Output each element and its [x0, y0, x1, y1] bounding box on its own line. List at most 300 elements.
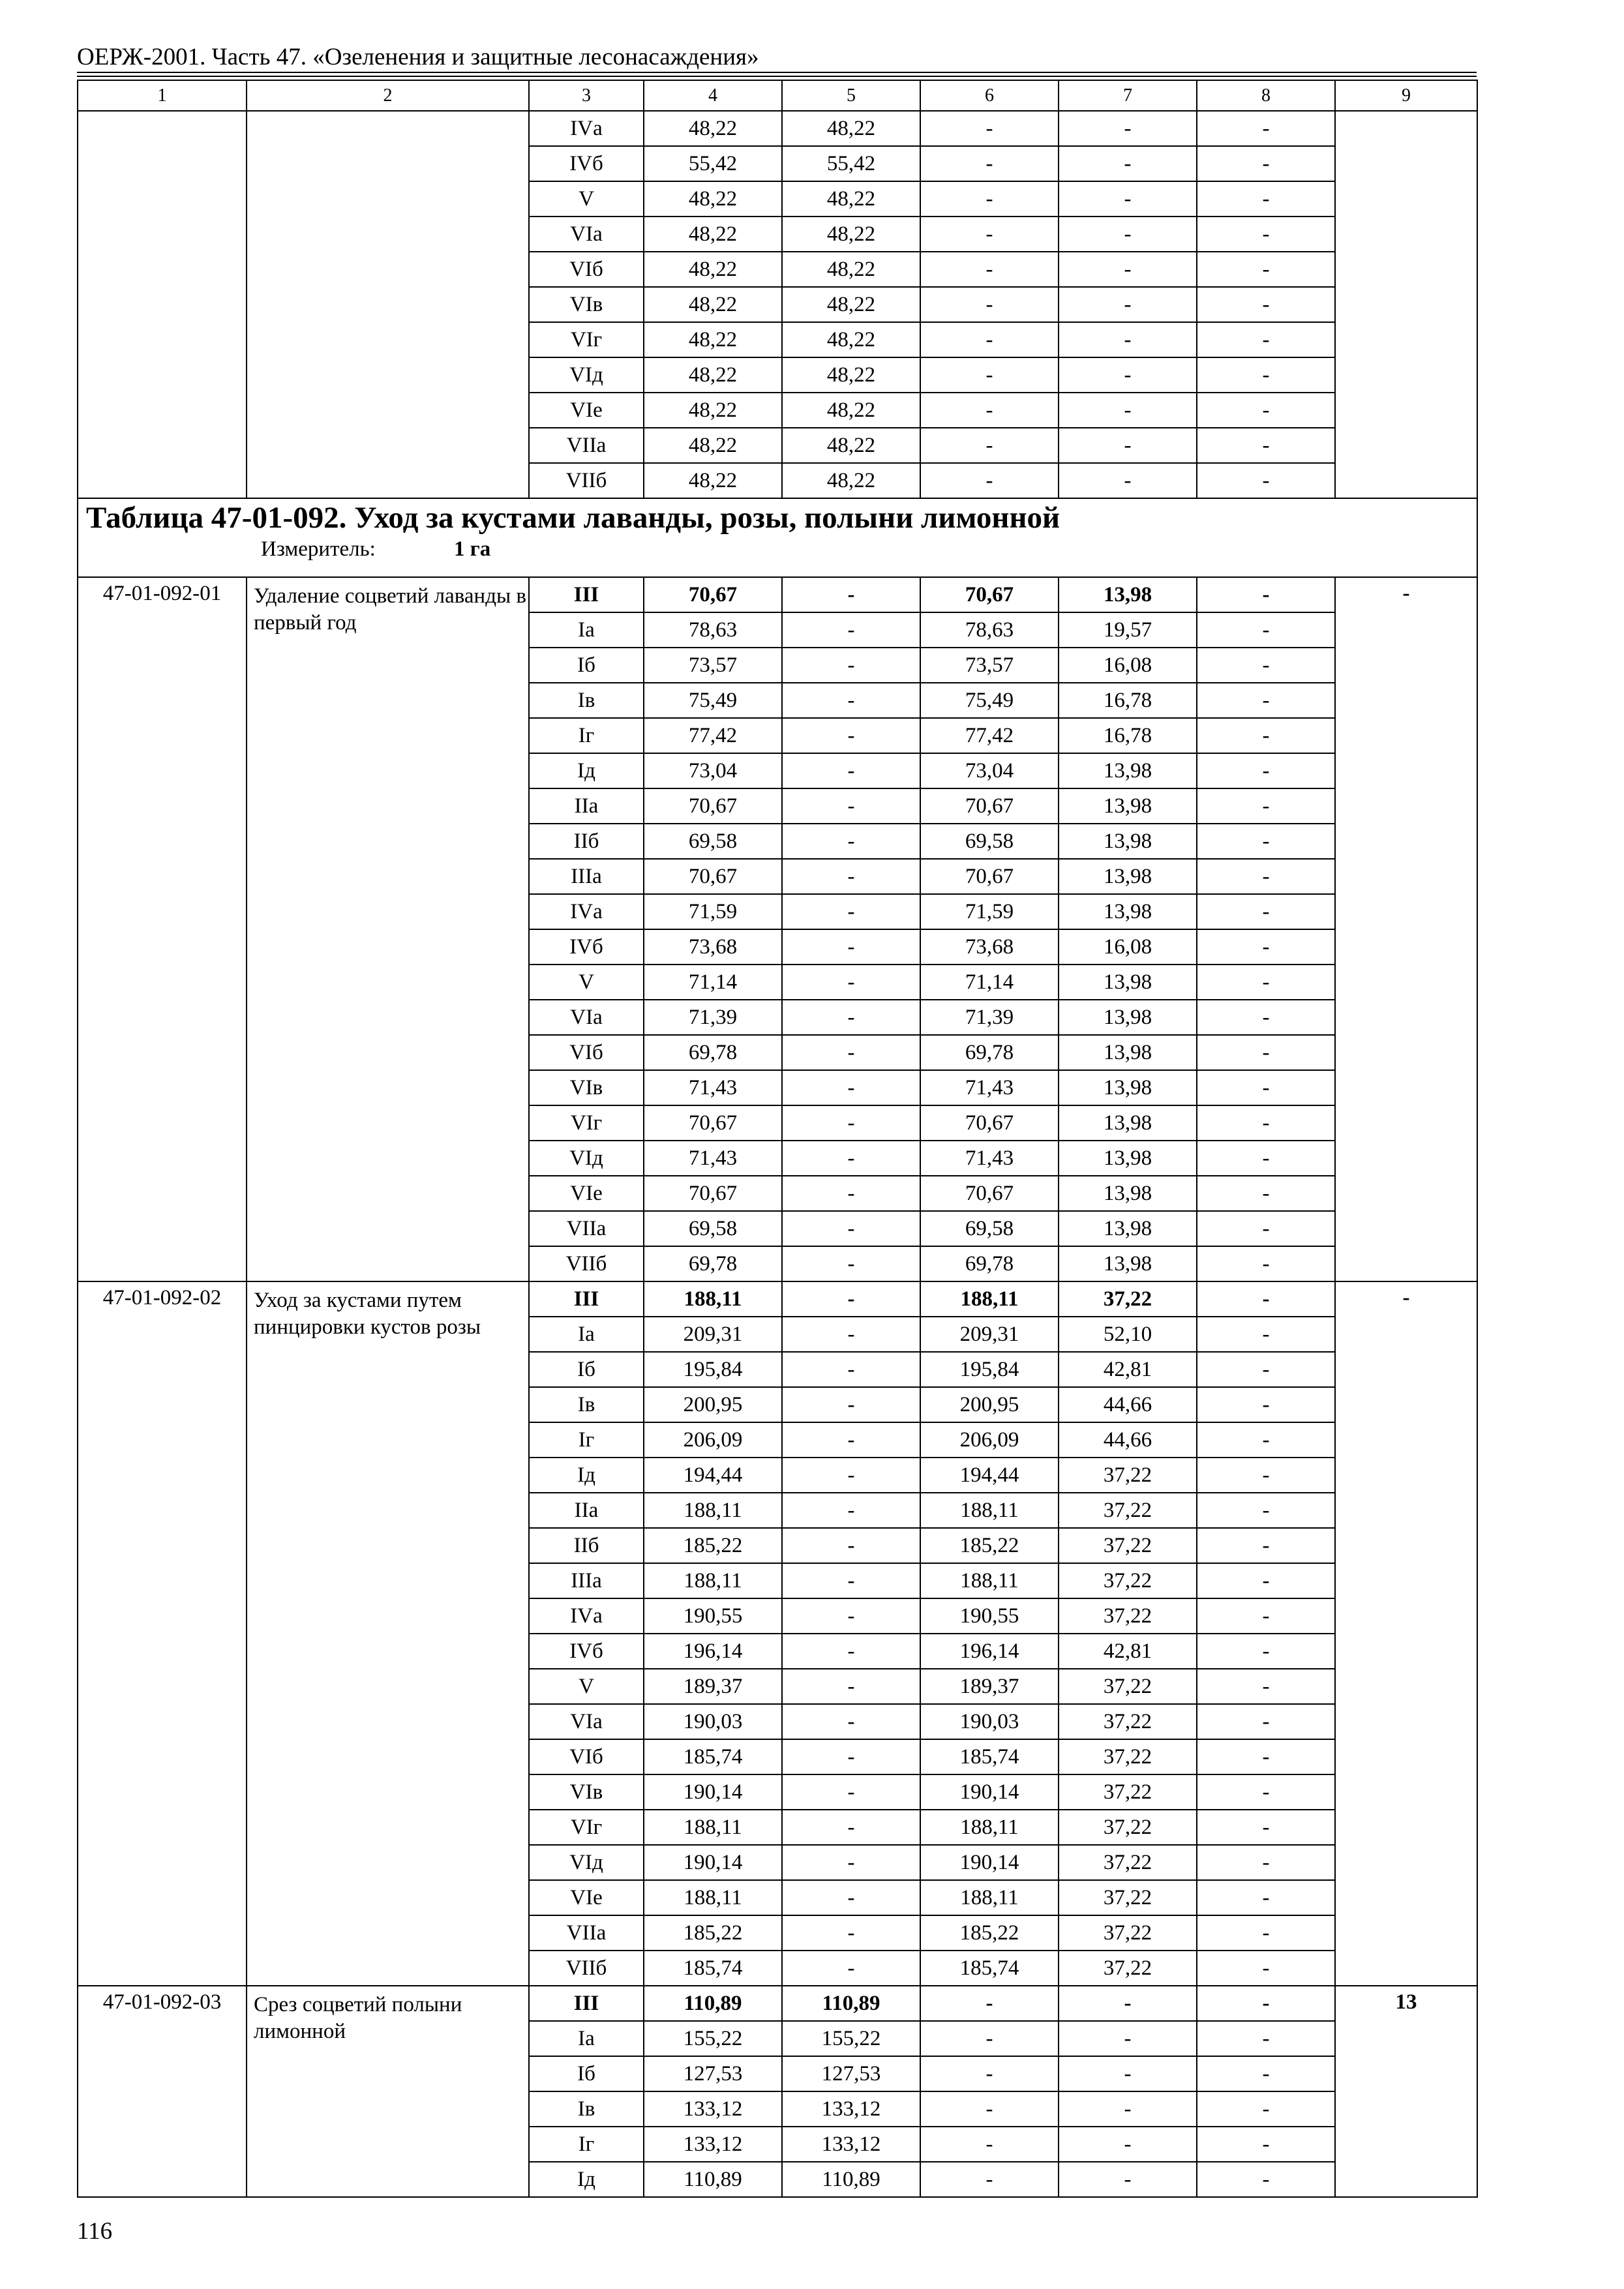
value-cell-col7: 37,22	[1059, 1528, 1197, 1563]
value-cell-col8: -	[1197, 393, 1335, 428]
table-title-cell	[78, 498, 1477, 577]
value-cell-col8: -	[1197, 287, 1335, 322]
unit-value: 1 га	[454, 537, 491, 561]
value-cell-col6: -	[920, 393, 1059, 428]
value-cell-col6: 185,22	[920, 1915, 1059, 1951]
column-number: 3	[529, 80, 644, 111]
value-cell-col6: 70,67	[920, 1105, 1059, 1141]
value-cell-col5: -	[782, 1739, 920, 1774]
value-cell-col5: -	[782, 1105, 920, 1141]
value-cell-col8: -	[1197, 1915, 1335, 1951]
value-cell-col4: 185,22	[644, 1915, 782, 1951]
value-cell-col7: -	[1059, 111, 1197, 146]
value-cell-col4: 189,37	[644, 1669, 782, 1704]
value-cell-col6: 188,11	[920, 1281, 1059, 1317]
value-cell-col6: 69,78	[920, 1246, 1059, 1281]
value-cell-col7: 13,98	[1059, 894, 1197, 929]
value-cell-col4: 73,68	[644, 929, 782, 965]
item-name: Удаление соцветий лаванды в первый год	[247, 577, 529, 1281]
zone-cell: VIIа	[529, 428, 644, 463]
value-cell-col7: 13,98	[1059, 1000, 1197, 1035]
zone-cell: VIб	[529, 252, 644, 287]
value-cell-col5: -	[782, 1634, 920, 1669]
item-code: 47-01-092-01	[78, 577, 247, 1281]
value-cell-col5: -	[782, 1246, 920, 1281]
value-cell-col8: -	[1197, 965, 1335, 1000]
value-cell-col4: 190,03	[644, 1704, 782, 1739]
value-cell-col8: -	[1197, 1880, 1335, 1915]
value-cell-col4: 185,74	[644, 1951, 782, 1986]
zone-cell: VIIа	[529, 1211, 644, 1246]
value-cell-col5: -	[782, 1070, 920, 1105]
value-cell-col4: 71,39	[644, 1000, 782, 1035]
value-cell-col4: 48,22	[644, 322, 782, 357]
zone-cell: Iб	[529, 1352, 644, 1387]
value-cell-col4: 48,22	[644, 252, 782, 287]
value-cell-col8: -	[1197, 1986, 1335, 2021]
value-cell-col7: -	[1059, 2127, 1197, 2162]
value-cell-col4: 209,31	[644, 1317, 782, 1352]
zone-cell: IIа	[529, 1493, 644, 1528]
value-cell-col7: -	[1059, 146, 1197, 181]
value-cell-col4: 110,89	[644, 2162, 782, 2197]
zone-cell: VIд	[529, 1845, 644, 1880]
value-cell-col7: 13,98	[1059, 1246, 1197, 1281]
zone-cell: VIIб	[529, 1246, 644, 1281]
zone-cell: Iг	[529, 2127, 644, 2162]
table-title: Таблица 47-01-092. Уход за кустами лаванды, розы, полыни лимонной	[86, 501, 1060, 535]
value-cell-col8: -	[1197, 1634, 1335, 1669]
value-cell-col5: -	[782, 1810, 920, 1845]
item-col9: -	[1335, 577, 1477, 1281]
value-cell-col5: -	[782, 1387, 920, 1422]
value-cell-col7: 42,81	[1059, 1634, 1197, 1669]
value-cell-col4: 48,22	[644, 393, 782, 428]
value-cell-col4: 73,04	[644, 753, 782, 788]
value-cell-col5: 110,89	[782, 1986, 920, 2021]
zone-cell: Iг	[529, 1422, 644, 1458]
zone-cell: Iг	[529, 718, 644, 753]
value-cell-col4: 188,11	[644, 1493, 782, 1528]
value-cell-col6: 188,11	[920, 1880, 1059, 1915]
value-cell-col6: 185,74	[920, 1739, 1059, 1774]
value-cell-col4: 188,11	[644, 1880, 782, 1915]
code-cell-empty	[78, 111, 247, 498]
value-cell-col8: -	[1197, 1774, 1335, 1810]
value-cell-col8: -	[1197, 1352, 1335, 1387]
item-col9: -	[1335, 1281, 1477, 1986]
value-cell-col5: -	[782, 1845, 920, 1880]
value-cell-col4: 55,42	[644, 146, 782, 181]
value-cell-col5: -	[782, 1281, 920, 1317]
zone-cell: VIб	[529, 1035, 644, 1070]
column-number: 8	[1197, 80, 1335, 111]
table-row	[78, 577, 1477, 612]
value-cell-col7: 13,98	[1059, 788, 1197, 824]
value-cell-col8: -	[1197, 577, 1335, 612]
value-cell-col5: 48,22	[782, 252, 920, 287]
zone-cell: III	[529, 1281, 644, 1317]
value-cell-col8: -	[1197, 1845, 1335, 1880]
value-cell-col5: 127,53	[782, 2056, 920, 2091]
zone-cell: VIа	[529, 1704, 644, 1739]
value-cell-col7: 13,98	[1059, 753, 1197, 788]
zone-cell: VIд	[529, 357, 644, 393]
column-number: 2	[247, 80, 529, 111]
table-row	[78, 1281, 1477, 1317]
value-cell-col7: 13,98	[1059, 1176, 1197, 1211]
value-cell-col7: 19,57	[1059, 612, 1197, 648]
value-cell-col8: -	[1197, 1563, 1335, 1598]
value-cell-col4: 133,12	[644, 2091, 782, 2127]
value-cell-col7: 37,22	[1059, 1669, 1197, 1704]
value-cell-col5: -	[782, 1774, 920, 1810]
value-cell-col6: 190,14	[920, 1774, 1059, 1810]
column-number: 7	[1059, 80, 1197, 111]
value-cell-col7: -	[1059, 2056, 1197, 2091]
table-title-row	[78, 498, 1477, 577]
value-cell-col6: 189,37	[920, 1669, 1059, 1704]
value-cell-col7: 13,98	[1059, 1035, 1197, 1070]
value-cell-col8: -	[1197, 428, 1335, 463]
value-cell-col8: -	[1197, 1598, 1335, 1634]
zone-cell: VIIб	[529, 1951, 644, 1986]
value-cell-col5: 48,22	[782, 357, 920, 393]
value-cell-col6: 69,58	[920, 1211, 1059, 1246]
value-cell-col4: 48,22	[644, 357, 782, 393]
value-cell-col8: -	[1197, 1070, 1335, 1105]
value-cell-col5: -	[782, 1528, 920, 1563]
page-header-title: ОЕРЖ-2001. Часть 47. «Озеленения и защитные лесонасаждения»	[77, 44, 759, 70]
value-cell-col7: 37,22	[1059, 1880, 1197, 1915]
column-number: 1	[78, 80, 247, 111]
zone-cell: Iд	[529, 2162, 644, 2197]
value-cell-col5: -	[782, 1669, 920, 1704]
value-cell-col8: -	[1197, 2021, 1335, 2056]
value-cell-col8: -	[1197, 1422, 1335, 1458]
value-cell-col7: 37,22	[1059, 1774, 1197, 1810]
value-cell-col6: -	[920, 1986, 1059, 2021]
table-row	[78, 1986, 1477, 2021]
value-cell-col8: -	[1197, 1035, 1335, 1070]
value-cell-col7: -	[1059, 287, 1197, 322]
value-cell-col7: 13,98	[1059, 965, 1197, 1000]
value-cell-col8: -	[1197, 357, 1335, 393]
value-cell-col5: -	[782, 1422, 920, 1458]
value-cell-col5: -	[782, 1598, 920, 1634]
value-cell-col7: -	[1059, 463, 1197, 498]
value-cell-col6: 69,58	[920, 824, 1059, 859]
zone-cell: VIб	[529, 1739, 644, 1774]
value-cell-col8: -	[1197, 2056, 1335, 2091]
value-cell-col4: 71,43	[644, 1070, 782, 1105]
value-cell-col6: -	[920, 2056, 1059, 2091]
value-cell-col6: -	[920, 217, 1059, 252]
zone-cell: IIIа	[529, 1563, 644, 1598]
value-cell-col8: -	[1197, 1246, 1335, 1281]
value-cell-col6: 71,43	[920, 1141, 1059, 1176]
value-cell-col6: 78,63	[920, 612, 1059, 648]
value-cell-col7: 44,66	[1059, 1387, 1197, 1422]
name-cell-empty	[247, 111, 529, 498]
value-cell-col6: 75,49	[920, 683, 1059, 718]
value-cell-col8: -	[1197, 1281, 1335, 1317]
value-cell-col5: -	[782, 1563, 920, 1598]
unit-line	[86, 539, 1477, 560]
value-cell-col4: 71,59	[644, 894, 782, 929]
value-cell-col5: 48,22	[782, 322, 920, 357]
value-cell-col4: 188,11	[644, 1563, 782, 1598]
value-cell-col5: 48,22	[782, 217, 920, 252]
value-cell-col7: -	[1059, 252, 1197, 287]
value-cell-col6: 188,11	[920, 1563, 1059, 1598]
value-cell-col4: 48,22	[644, 287, 782, 322]
value-cell-col4: 69,78	[644, 1035, 782, 1070]
value-cell-col4: 133,12	[644, 2127, 782, 2162]
value-cell-col7: -	[1059, 428, 1197, 463]
value-cell-col8: -	[1197, 146, 1335, 181]
value-cell-col6: -	[920, 2162, 1059, 2197]
value-cell-col7: 44,66	[1059, 1422, 1197, 1458]
value-cell-col5: -	[782, 1352, 920, 1387]
value-cell-col6: -	[920, 322, 1059, 357]
item-name: Срез соцветий полыни лимонной	[247, 1986, 529, 2197]
value-cell-col8: -	[1197, 1105, 1335, 1141]
value-cell-col6: 69,78	[920, 1035, 1059, 1070]
rates-table-body	[78, 80, 1477, 2197]
zone-cell: Iв	[529, 1387, 644, 1422]
value-cell-col8: -	[1197, 859, 1335, 894]
zone-cell: Iв	[529, 2091, 644, 2127]
value-cell-col5: -	[782, 1915, 920, 1951]
value-cell-col5: -	[782, 1317, 920, 1352]
value-cell-col5: 55,42	[782, 146, 920, 181]
value-cell-col4: 71,14	[644, 965, 782, 1000]
zone-cell: V	[529, 181, 644, 217]
value-cell-col4: 188,11	[644, 1810, 782, 1845]
value-cell-col5: -	[782, 965, 920, 1000]
zone-cell: Iд	[529, 1458, 644, 1493]
value-cell-col5: -	[782, 683, 920, 718]
value-cell-col7: -	[1059, 357, 1197, 393]
value-cell-col8: -	[1197, 1739, 1335, 1774]
value-cell-col6: 185,74	[920, 1951, 1059, 1986]
value-cell-col7: 37,22	[1059, 1704, 1197, 1739]
value-cell-col5: -	[782, 788, 920, 824]
value-cell-col8: -	[1197, 463, 1335, 498]
value-cell-col6: 70,67	[920, 577, 1059, 612]
zone-cell: V	[529, 965, 644, 1000]
value-cell-col7: 16,78	[1059, 718, 1197, 753]
value-cell-col5: -	[782, 1458, 920, 1493]
value-cell-col8: -	[1197, 322, 1335, 357]
value-cell-col4: 73,57	[644, 648, 782, 683]
value-cell-col4: 70,67	[644, 859, 782, 894]
value-cell-col7: 37,22	[1059, 1951, 1197, 1986]
value-cell-col8: -	[1197, 824, 1335, 859]
value-cell-col4: 69,58	[644, 1211, 782, 1246]
value-cell-col6: 70,67	[920, 859, 1059, 894]
value-cell-col8: -	[1197, 1458, 1335, 1493]
zone-cell: Iд	[529, 753, 644, 788]
value-cell-col6: 73,57	[920, 648, 1059, 683]
value-cell-col4: 110,89	[644, 1986, 782, 2021]
value-cell-col8: -	[1197, 894, 1335, 929]
value-cell-col7: -	[1059, 217, 1197, 252]
zone-cell: Iа	[529, 2021, 644, 2056]
column-number: 9	[1335, 80, 1477, 111]
value-cell-col4: 194,44	[644, 1458, 782, 1493]
value-cell-col6: 188,11	[920, 1810, 1059, 1845]
value-cell-col6: 190,14	[920, 1845, 1059, 1880]
item-col9: 13	[1335, 1986, 1477, 2197]
value-cell-col4: 190,14	[644, 1845, 782, 1880]
value-cell-col7: -	[1059, 2162, 1197, 2197]
value-cell-col5: -	[782, 1211, 920, 1246]
column-number: 5	[782, 80, 920, 111]
value-cell-col5: 110,89	[782, 2162, 920, 2197]
zone-cell: Iа	[529, 1317, 644, 1352]
value-cell-col6: -	[920, 463, 1059, 498]
value-cell-col4: 196,14	[644, 1634, 782, 1669]
value-cell-col5: 48,22	[782, 287, 920, 322]
value-cell-col5: -	[782, 1000, 920, 1035]
value-cell-col4: 206,09	[644, 1422, 782, 1458]
value-cell-col5: -	[782, 824, 920, 859]
item-code: 47-01-092-03	[78, 1986, 247, 2197]
value-cell-col8: -	[1197, 1141, 1335, 1176]
column-number: 4	[644, 80, 782, 111]
value-cell-col8: -	[1197, 1211, 1335, 1246]
value-cell-col4: 77,42	[644, 718, 782, 753]
value-cell-col7: -	[1059, 181, 1197, 217]
value-cell-col4: 69,78	[644, 1246, 782, 1281]
value-cell-col4: 190,55	[644, 1598, 782, 1634]
value-cell-col7: 13,98	[1059, 824, 1197, 859]
zone-cell: IIIа	[529, 859, 644, 894]
value-cell-col7: 16,08	[1059, 648, 1197, 683]
zone-cell: V	[529, 1669, 644, 1704]
zone-cell: VIе	[529, 1176, 644, 1211]
value-cell-col8: -	[1197, 1951, 1335, 1986]
page-number: 116	[77, 2218, 113, 2245]
value-cell-col6: 190,03	[920, 1704, 1059, 1739]
value-cell-col4: 127,53	[644, 2056, 782, 2091]
value-cell-col8: -	[1197, 2091, 1335, 2127]
value-cell-col8: -	[1197, 683, 1335, 718]
value-cell-col6: -	[920, 252, 1059, 287]
value-cell-col6: 190,55	[920, 1598, 1059, 1634]
value-cell-col7: 37,22	[1059, 1739, 1197, 1774]
zone-cell: VIа	[529, 217, 644, 252]
value-cell-col7: 37,22	[1059, 1915, 1197, 1951]
value-cell-col8: -	[1197, 111, 1335, 146]
zone-cell: IVа	[529, 111, 644, 146]
value-cell-col7: 37,22	[1059, 1845, 1197, 1880]
value-cell-col5: -	[782, 718, 920, 753]
value-cell-col8: -	[1197, 929, 1335, 965]
value-cell-col4: 155,22	[644, 2021, 782, 2056]
value-cell-col4: 195,84	[644, 1352, 782, 1387]
value-cell-col6: 70,67	[920, 1176, 1059, 1211]
value-cell-col5: -	[782, 894, 920, 929]
zone-cell: VIIа	[529, 1915, 644, 1951]
value-cell-col7: 37,22	[1059, 1810, 1197, 1845]
zone-cell: Iб	[529, 2056, 644, 2091]
zone-cell: IIб	[529, 824, 644, 859]
value-cell-col7: 42,81	[1059, 1352, 1197, 1387]
zone-cell: III	[529, 1986, 644, 2021]
value-cell-col4: 185,22	[644, 1528, 782, 1563]
value-cell-col6: -	[920, 146, 1059, 181]
value-cell-col8: -	[1197, 1810, 1335, 1845]
value-cell-col7: 13,98	[1059, 1105, 1197, 1141]
value-cell-col6: 77,42	[920, 718, 1059, 753]
zone-cell: VIе	[529, 1880, 644, 1915]
zone-cell: VIг	[529, 322, 644, 357]
value-cell-col4: 78,63	[644, 612, 782, 648]
value-cell-col4: 69,58	[644, 824, 782, 859]
value-cell-col6: 209,31	[920, 1317, 1059, 1352]
value-cell-col8: -	[1197, 648, 1335, 683]
value-cell-col7: -	[1059, 1986, 1197, 2021]
value-cell-col7: 16,08	[1059, 929, 1197, 965]
value-cell-col5: -	[782, 929, 920, 965]
zone-cell: IVб	[529, 146, 644, 181]
value-cell-col8: -	[1197, 2162, 1335, 2197]
value-cell-col6: 200,95	[920, 1387, 1059, 1422]
value-cell-col8: -	[1197, 788, 1335, 824]
value-cell-col8: -	[1197, 718, 1335, 753]
value-cell-col5: 48,22	[782, 463, 920, 498]
value-cell-col8: -	[1197, 181, 1335, 217]
value-cell-col5: -	[782, 1176, 920, 1211]
value-cell-col7: 37,22	[1059, 1563, 1197, 1598]
value-cell-col6: 188,11	[920, 1493, 1059, 1528]
zone-cell: Iв	[529, 683, 644, 718]
value-cell-col8: -	[1197, 1000, 1335, 1035]
value-cell-col6: -	[920, 287, 1059, 322]
col9-cell-empty	[1335, 111, 1477, 498]
column-number: 6	[920, 80, 1059, 111]
value-cell-col5: -	[782, 1493, 920, 1528]
value-cell-col5: 133,12	[782, 2091, 920, 2127]
value-cell-col6: -	[920, 2127, 1059, 2162]
value-cell-col8: -	[1197, 252, 1335, 287]
zone-cell: IVа	[529, 1598, 644, 1634]
value-cell-col6: 71,43	[920, 1070, 1059, 1105]
value-cell-col4: 48,22	[644, 111, 782, 146]
value-cell-col5: -	[782, 1035, 920, 1070]
item-code: 47-01-092-02	[78, 1281, 247, 1986]
value-cell-col5: -	[782, 612, 920, 648]
value-cell-col5: 133,12	[782, 2127, 920, 2162]
value-cell-col7: 37,22	[1059, 1493, 1197, 1528]
value-cell-col6: 185,22	[920, 1528, 1059, 1563]
value-cell-col5: 48,22	[782, 181, 920, 217]
value-cell-col4: 190,14	[644, 1774, 782, 1810]
value-cell-col4: 75,49	[644, 683, 782, 718]
value-cell-col6: 71,59	[920, 894, 1059, 929]
value-cell-col8: -	[1197, 2127, 1335, 2162]
value-cell-col7: 37,22	[1059, 1598, 1197, 1634]
value-cell-col4: 70,67	[644, 1176, 782, 1211]
value-cell-col7: -	[1059, 2021, 1197, 2056]
value-cell-col5: -	[782, 1951, 920, 1986]
value-cell-col8: -	[1197, 1528, 1335, 1563]
value-cell-col8: -	[1197, 1669, 1335, 1704]
column-number-row	[78, 80, 1477, 111]
